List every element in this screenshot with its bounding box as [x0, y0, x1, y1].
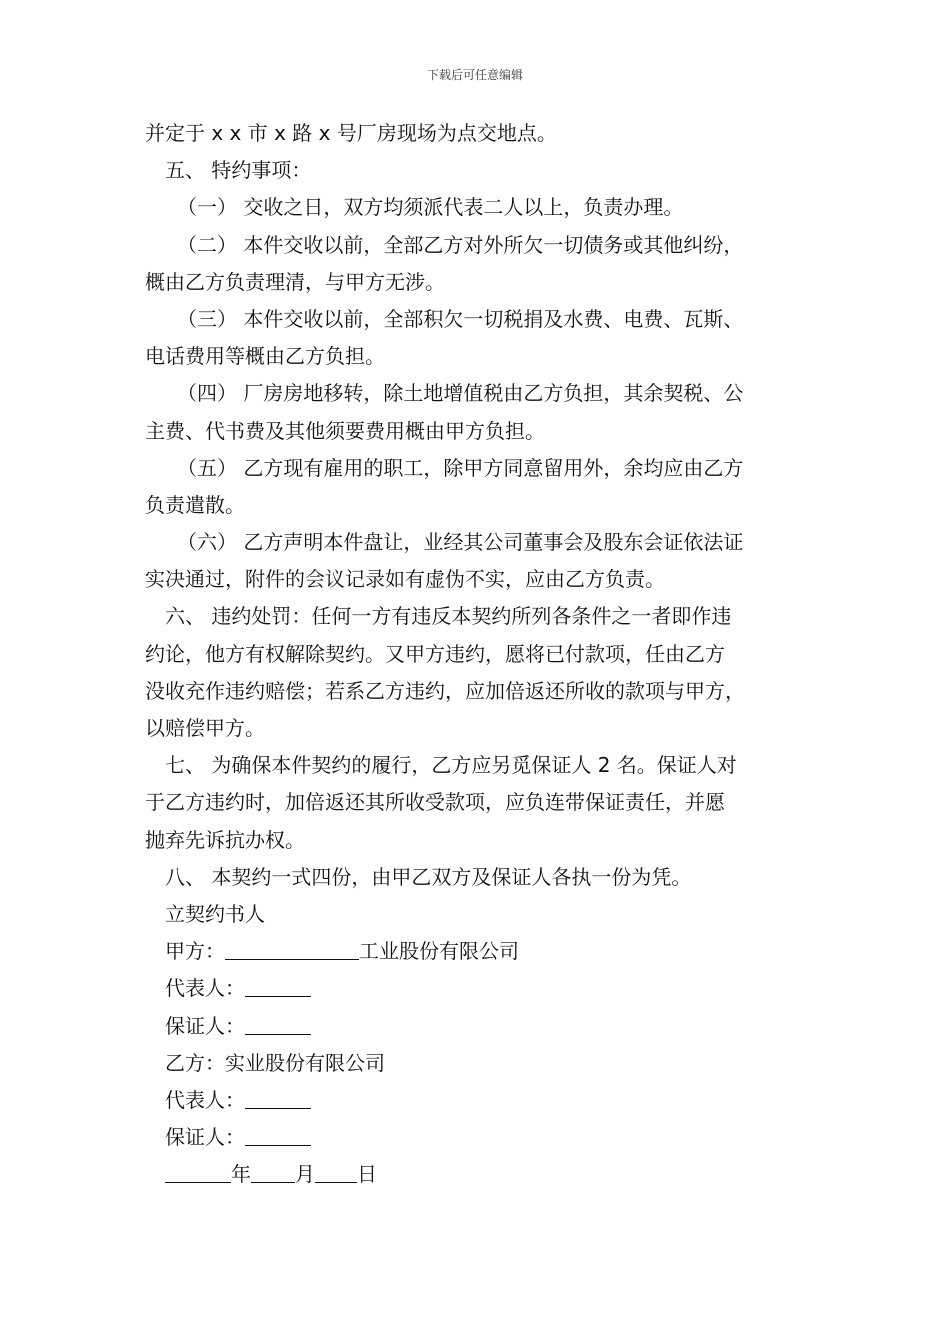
party-a-label: 甲方： [165, 939, 225, 964]
signature-blank [245, 1010, 311, 1035]
representative-label: 代表人： [165, 1087, 245, 1112]
signatory-heading: 立契约书人 [165, 901, 265, 926]
paragraph-line: （四） 厂房房地移转，除土地增值税由乙方负担，其余契税、公 [177, 381, 744, 406]
party-a-representative-line [145, 970, 825, 1007]
party-b-line: 乙方：实业股份有限公司 [165, 1050, 385, 1075]
paragraph-line: 六、 违约处罚：任何一方有违反本契约所列各条件之一者即作违 [165, 604, 732, 629]
signature-blank [245, 1084, 311, 1109]
paragraph-line: 电话费用等概由乙方负担。 [145, 344, 385, 369]
party-a-guarantor-line [145, 1008, 825, 1045]
signature-blank [245, 1121, 311, 1146]
party-a-line [145, 933, 825, 970]
party-a-suffix: 工业股份有限公司 [359, 939, 519, 964]
paragraph-line: 并定于 x x 市 x 路 x 号厂房现场为点交地点。 [145, 121, 557, 145]
signature-blank [245, 972, 311, 997]
paragraph-line: 七、 为确保本件契约的履行，乙方应另觅保证人 2 名。保证人对 [165, 753, 737, 778]
page-header: 下载后可任意编辑 [426, 68, 523, 82]
day-label: 日 [357, 1162, 377, 1187]
paragraph-line: 五、 特约事项： [165, 158, 312, 183]
contract-body [145, 115, 825, 1193]
paragraph-line: （六） 乙方声明本件盘让，业经其公司董事会及股东会证依法证 [177, 530, 744, 555]
party-b-representative-line [145, 1082, 825, 1119]
year-label: 年 [231, 1162, 251, 1187]
month-label: 月 [295, 1162, 315, 1187]
paragraph-line: 没收充作违约赔偿；若系乙方违约，应加倍返还所收的款项与甲方， [145, 678, 745, 703]
paragraph-line: （三） 本件交收以前，全部积欠一切税捐及水费、电费、瓦斯、 [177, 306, 744, 331]
paragraph-line: （五） 乙方现有雇用的职工，除甲方同意留用外，余均应由乙方 [177, 455, 744, 480]
paragraph-line: （二） 本件交收以前，全部乙方对外所欠一切债务或其他纠纷， [177, 232, 744, 257]
paragraph-line: 八、 本契约一式四份，由甲乙双方及保证人各执一份为凭。 [165, 864, 692, 889]
paragraph-line: 约论，他方有权解除契约。又甲方违约，愿将已付款项，任由乙方 [145, 641, 725, 666]
paragraph-line: 主费、代书费及其他须要费用概由甲方负担。 [145, 418, 545, 443]
guarantor-label: 保证人： [165, 1125, 245, 1150]
date-line [145, 1156, 825, 1193]
party-b-guarantor-line [145, 1119, 825, 1156]
guarantor-label: 保证人： [165, 1013, 245, 1038]
day-blank [315, 1158, 357, 1183]
representative-label: 代表人： [165, 976, 245, 1001]
party-a-name-blank [225, 935, 359, 960]
paragraph-line: 于乙方违约时，加倍返还其所收受款项，应负连带保证责任，并愿 [145, 790, 725, 815]
month-blank [251, 1158, 295, 1183]
paragraph-line: 概由乙方负责理清，与甲方无涉。 [145, 269, 445, 294]
paragraph-line: 实决通过，附件的会议记录如有虚伪不实，应由乙方负责。 [145, 567, 665, 592]
paragraph-line: 以赔偿甲方。 [145, 716, 265, 740]
year-blank [165, 1158, 231, 1183]
paragraph-line: 抛弃先诉抗办权。 [145, 827, 305, 852]
paragraph-line: （一） 交收之日，双方均须派代表二人以上，负责办理。 [177, 195, 684, 220]
paragraph-line: 负责遣散。 [145, 492, 245, 517]
